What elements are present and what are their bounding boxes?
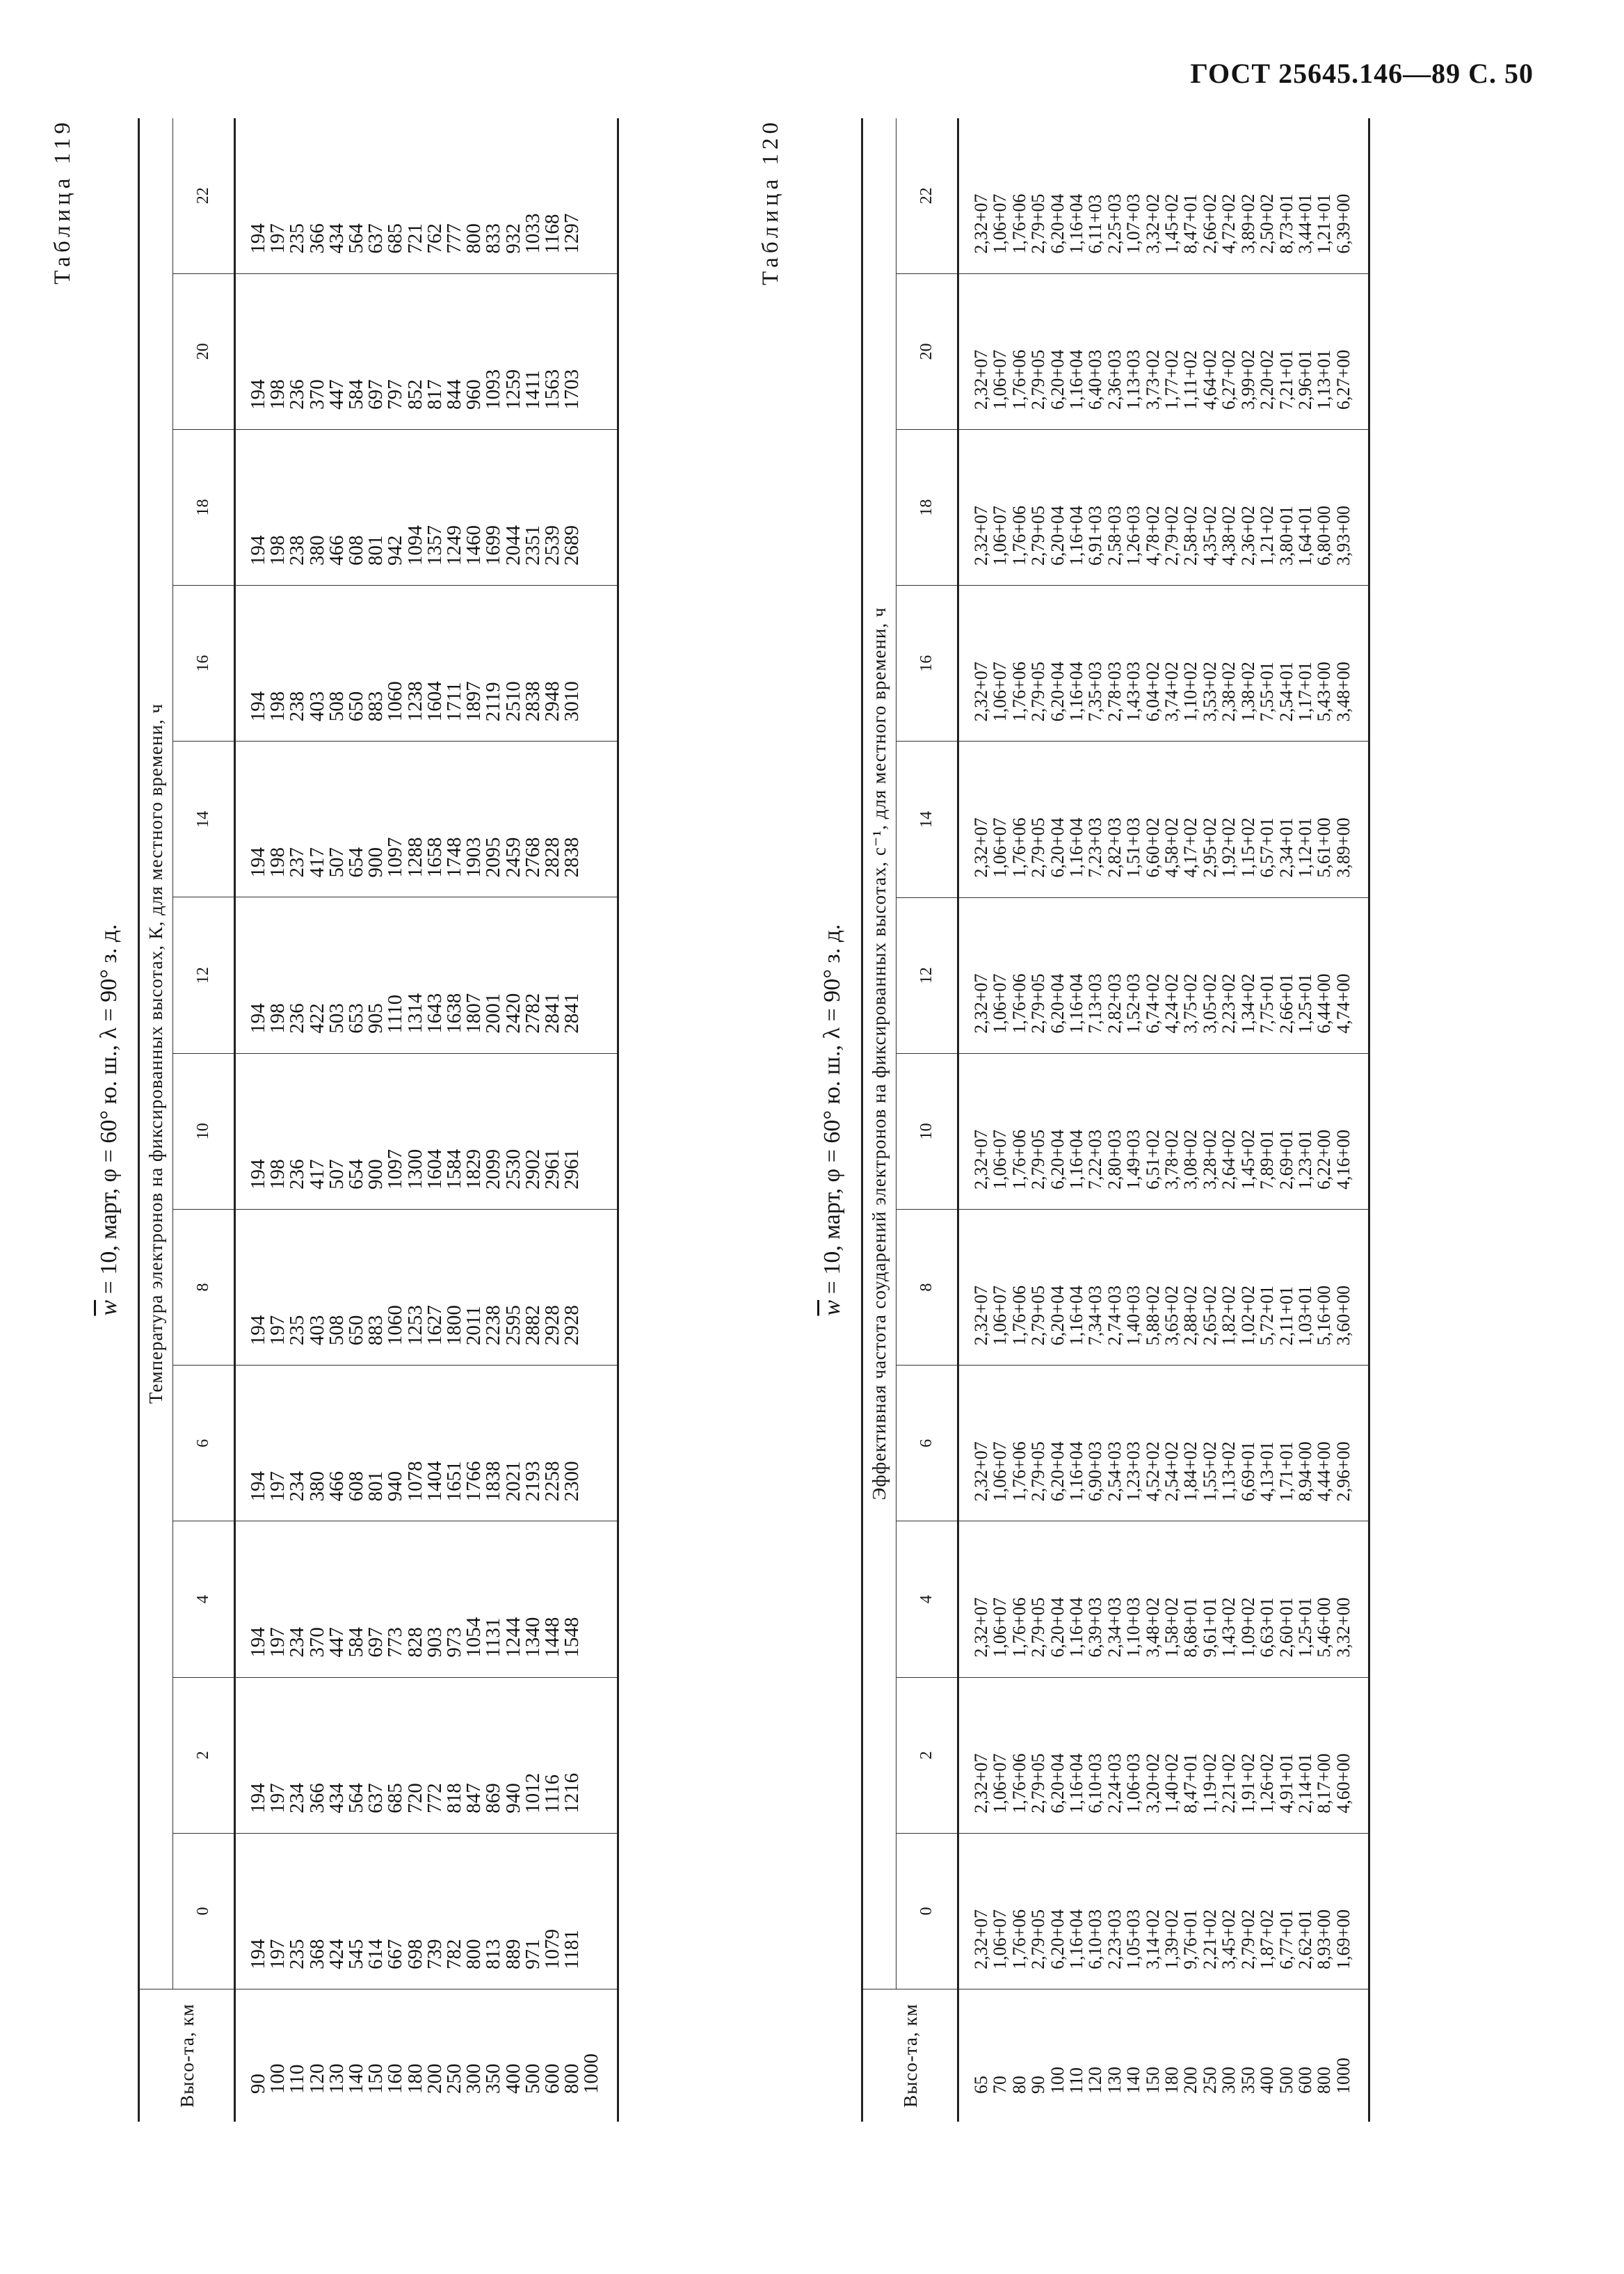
table-119	[138, 118, 619, 2122]
value-column: 194 198 238 380 466 608 801 942 1094 1357 1249 1460 1699 2044 2351 2539 2689	[235, 429, 618, 585]
table-row	[958, 118, 1369, 2122]
hour-header: 10	[173, 1053, 235, 1209]
super-header: Эффективная частота соударений электронов на фиксированных высотах, с⁻¹, для местного времени, ч	[862, 118, 897, 1989]
value-column: 194 197 235 366 434 564 637 685 721 762 777 800 833 932 1033 1168 1297	[235, 118, 618, 273]
hour-header: 16	[173, 586, 235, 742]
table-119-caption	[96, 118, 122, 2122]
hour-header: 18	[897, 429, 958, 585]
table-119-block	[50, 118, 765, 2122]
hour-header: 2	[173, 1677, 235, 1833]
hour-header: 22	[173, 118, 235, 273]
hour-header: 12	[173, 897, 235, 1053]
hour-header: 10	[897, 1053, 958, 1209]
value-column: 2,32+07 1,06+07 1,76+06 2,79+05 6,20+04 1,16+04 6,39+03 2,34+03 1,10+03 3,48+02 1,58+02 8,68+01 9,61+01 1,43+02 1,09+02 6,63+01 2,60+01 1,25+01 5,46+00 3,32+00	[958, 1521, 1369, 1677]
value-column: 2,32+07 1,06+07 1,76+06 2,79+05 6,20+04 1,16+04 6,10+03 2,23+03 1,05+03 3,14+02 1,39+02 9,76+01 2,21+02 3,45+02 2,79+02 1,87+02 6,77+01 2,62+01 8,93+00 1,69+00	[958, 1833, 1369, 1989]
table-120-label: Таблица 120	[758, 118, 783, 286]
hour-header: 18	[173, 429, 235, 585]
altitude-header: Высо-та, км	[139, 1989, 235, 2122]
table-120-block	[758, 118, 1544, 2122]
value-column: 2,32+07 1,06+07 1,76+06 2,79+05 6,20+04 1,16+04 6,90+03 2,54+03 1,23+03 4,52+02 2,54+02 1,84+02 1,55+02 1,13+02 6,69+01 4,13+01 1,71+01 8,94+00 4,44+00 2,96+00	[958, 1366, 1369, 1521]
altitude-column: 65 70 80 90 100 110 120 130 140 150 180 200 250 300 350 400 500 600 800 1000	[971, 2058, 1353, 2094]
table-120	[861, 118, 1370, 2122]
hour-header: 14	[897, 742, 958, 897]
value-column: 2,32+07 1,06+07 1,76+06 2,79+05 6,20+04 1,16+04 6,10+03 2,24+03 1,06+03 3,20+02 1,40+02 8,47+01 1,19+02 2,21+02 1,91+02 1,26+02 4,91+01 2,14+01 8,17+00 4,60+00	[958, 1677, 1369, 1833]
hour-header: 4	[173, 1521, 235, 1677]
hour-header: 8	[173, 1209, 235, 1365]
value-column: 194 197 234 370 447 584 697 773 828 903 973 1054 1131 1244 1340 1448 1548	[235, 1521, 618, 1677]
hour-header: 0	[897, 1833, 958, 1989]
value-column: 2,32+07 1,06+07 1,76+06 2,79+05 6,20+04 1,16+04 6,40+03 2,36+03 1,13+03 3,73+02 1,77+02 1,11+02 4,64+02 6,27+02 3,99+02 2,20+02 7,21+01 2,96+01 1,13+01 6,27+00	[958, 273, 1369, 429]
value-column: 2,32+07 1,06+07 1,76+06 2,79+05 6,20+04 1,16+04 7,34+03 2,74+03 1,40+03 5,88+02 3,65+02 2,88+02 2,65+02 1,82+02 1,02+02 5,72+01 2,11+01 1,03+01 5,16+00 3,60+00	[958, 1209, 1369, 1365]
value-column: 194 197 234 380 466 608 801 940 1078 1404 1651 1766 1838 2021 2193 2258 2300	[235, 1366, 618, 1521]
hour-header: 0	[173, 1833, 235, 1989]
hour-header: 8	[897, 1209, 958, 1365]
value-column: 194 197 235 368 424 545 614 667 698 739 782 800 813 889 971 1079 1181	[235, 1833, 618, 1989]
table-row	[235, 118, 618, 2122]
hour-header: 12	[897, 897, 958, 1053]
value-column: 2,32+07 1,06+07 1,76+06 2,79+05 6,20+04 1,16+04 6,11+03 2,25+03 1,07+03 3,32+02 1,45+02 8,47+01 2,66+02 4,72+02 3,89+02 2,50+02 8,73+01 3,44+01 1,21+01 6,39+00	[958, 118, 1369, 273]
altitude-header: Высо-та, км	[862, 1989, 958, 2122]
hour-header: 6	[897, 1366, 958, 1521]
hour-header: 4	[897, 1521, 958, 1677]
value-column: 194 198 238 403 508 650 883 1060 1238 1604 1711 1897 2119 2510 2838 2948 3010	[235, 586, 618, 742]
value-column: 194 198 236 422 503 653 905 1110 1314 1643 1638 1807 2001 2420 2782 2841 2841	[235, 897, 618, 1053]
hour-header: 16	[897, 586, 958, 742]
value-column: 194 197 235 403 508 650 883 1060 1253 1627 1800 2011 2238 2595 2882 2928 2928	[235, 1209, 618, 1365]
altitude-column: 90 100 110 120 130 140 150 160 180 200 250 300 350 400 500 600 800 1000	[247, 2053, 603, 2094]
hour-header: 14	[173, 742, 235, 897]
value-column: 194 198 237 417 507 654 900 1097 1288 1658 1748 1903 2095 2459 2768 2828 2838	[235, 742, 618, 897]
value-column: 194 198 236 370 447 584 697 797 852 817 844 960 1093 1259 1411 1563 1703	[235, 273, 618, 429]
value-column: 2,32+07 1,06+07 1,76+06 2,79+05 6,20+04 1,16+04 7,35+03 2,78+03 1,43+03 6,04+02 3,74+02 1,10+02 3,53+02 2,38+02 1,38+02 7,55+01 2,54+01 1,17+01 5,43+00 3,48+00	[958, 586, 1369, 742]
hour-header: 20	[173, 273, 235, 429]
hour-header: 6	[173, 1366, 235, 1521]
value-column: 194 197 234 366 434 564 637 685 720 772 818 847 869 940 1012 1116 1216	[235, 1677, 618, 1833]
value-column: 2,32+07 1,06+07 1,76+06 2,79+05 6,20+04 1,16+04 6,91+03 2,58+03 1,26+03 4,78+02 2,79+02 2,58+02 4,35+02 4,38+02 2,36+02 1,21+02 3,80+01 1,64+01 6,80+00 3,93+00	[958, 429, 1369, 585]
hour-header: 20	[897, 273, 958, 429]
hour-header: 22	[897, 118, 958, 273]
value-column: 194 198 236 417 507 654 900 1097 1300 1604 1584 1829 2099 2530 2902 2961 2961	[235, 1053, 618, 1209]
caption-w-symbol: $\overline{w}$	[819, 1299, 845, 1316]
caption-conditions: = 10, март, φ = 60° ю. ш., λ = 90° з. д.	[96, 924, 122, 1300]
caption-conditions: = 10, март, φ = 60° ю. ш., λ = 90° з. д.	[819, 924, 845, 1300]
table-120-caption	[819, 118, 846, 2122]
super-header: Температура электронов на фиксированных высотах, К, для местного времени, ч	[139, 118, 173, 1989]
hour-header: 2	[897, 1677, 958, 1833]
value-column: 2,32+07 1,06+07 1,76+06 2,79+05 6,20+04 1,16+04 7,22+03 2,80+03 1,49+03 6,51+02 3,78+02 3,08+02 3,28+02 2,64+02 1,45+02 7,89+01 2,69+01 1,23+01 6,22+00 4,16+00	[958, 1053, 1369, 1209]
value-column: 2,32+07 1,06+07 1,76+06 2,79+05 6,20+04 1,16+04 7,23+03 2,82+03 1,51+03 6,60+02 4,58+02 4,17+02 2,95+02 1,92+02 1,15+02 6,57+01 2,34+01 1,12+01 5,61+00 3,89+00	[958, 742, 1369, 897]
caption-w-symbol: $\overline{w}$	[96, 1299, 122, 1316]
table-119-label: Таблица 119	[50, 118, 75, 285]
value-column: 2,32+07 1,06+07 1,76+06 2,79+05 6,20+04 1,16+04 7,13+03 2,82+03 1,52+03 6,74+02 4,24+02 3,75+02 3,05+02 2,23+02 1,34+02 7,75+01 2,66+01 1,25+01 6,44+00 4,74+00	[958, 897, 1369, 1053]
page-header: ГОСТ 25645.146—89 С. 50	[1190, 58, 1534, 89]
